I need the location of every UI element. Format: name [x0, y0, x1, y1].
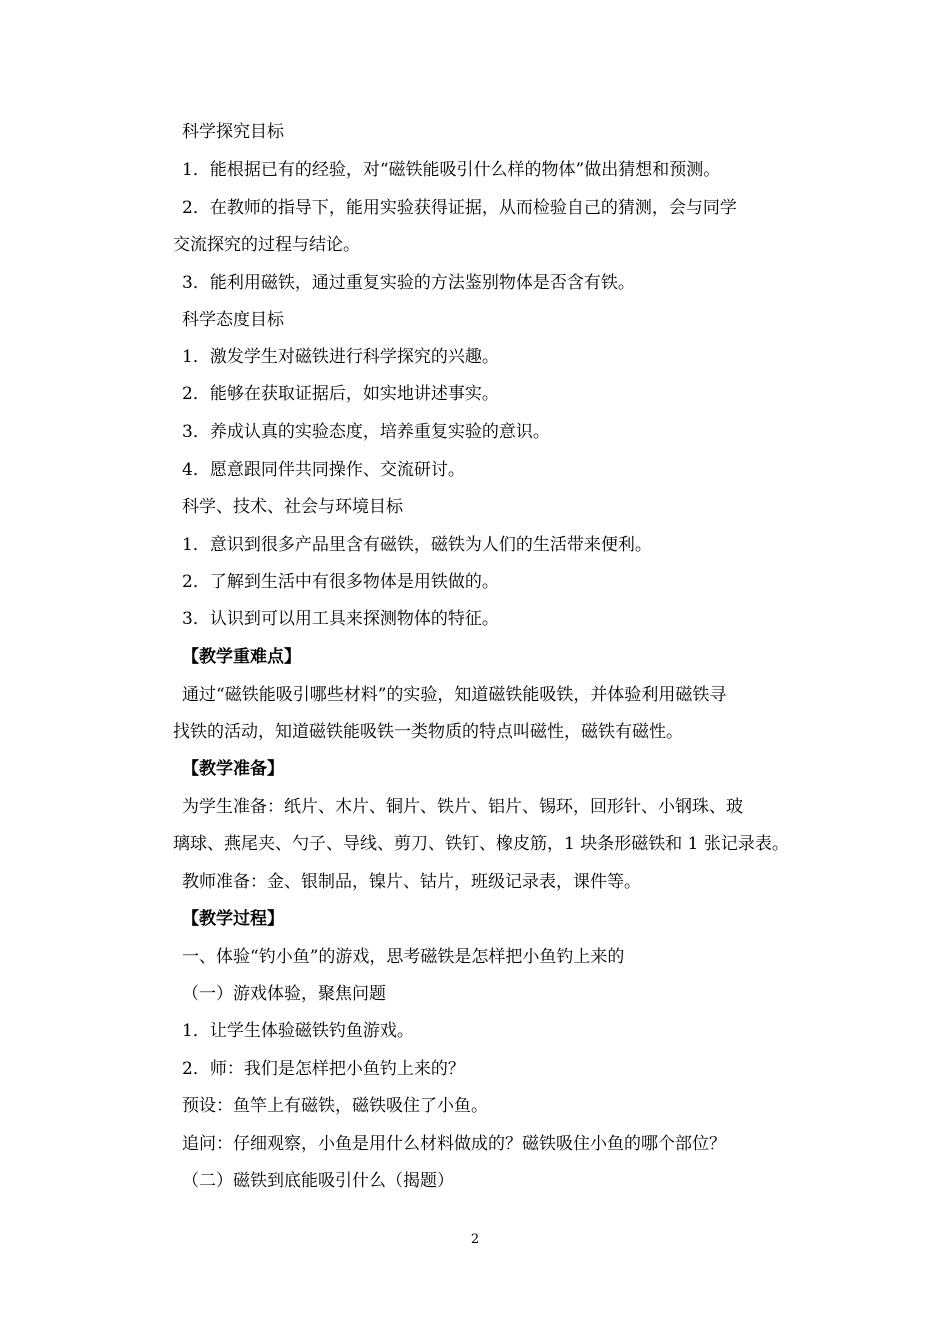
stse-goal-3: 3．认识到可以用工具来探测物体的特征。 — [182, 609, 499, 629]
teacher-materials: 教师准备：金、银制品，镍片、钴片，班级记录表，课件等。 — [182, 872, 641, 892]
attitude-goal-2: 2．能够在获取证据后，如实地讲述事实。 — [182, 384, 499, 404]
stse-goal-1: 1．意识到很多产品里含有磁铁，磁铁为人们的生活带来便利。 — [182, 535, 652, 555]
stse-goal-2: 2．了解到生活中有很多物体是用铁做的。 — [182, 572, 499, 592]
attitude-goal-4: 4．愿意跟同伴共同操作、交流研讨。 — [182, 460, 465, 480]
inquiry-goal-2-line-1: 2．在教师的指导下，能用实验获得证据，从而检验自己的猜测，会与同学 — [182, 198, 737, 218]
heading-science-inquiry-goals: 科学探究目标 — [182, 122, 284, 142]
attitude-goal-1: 1．激发学生对磁铁进行科学探究的兴趣。 — [182, 347, 499, 367]
section-teaching-preparation: 【教学准备】 — [182, 759, 284, 779]
page-number: 2 — [470, 1232, 480, 1247]
section-key-difficult-points: 【教学重难点】 — [182, 647, 301, 667]
process-step-2: 2．师：我们是怎样把小鱼钓上来的？ — [182, 1059, 465, 1079]
inquiry-goal-1: 1．能根据已有的经验，对“磁铁能吸引什么样的物体”做出猜想和预测。 — [182, 160, 721, 180]
process-part-1-title: 一、体验“钓小鱼”的游戏，思考磁铁是怎样把小鱼钓上来的 — [182, 947, 625, 967]
process-subsection-2: （二）磁铁到底能吸引什么（揭题） — [182, 1171, 454, 1191]
inquiry-goal-3: 3．能利用磁铁，通过重复实验的方法鉴别物体是否含有铁。 — [182, 273, 635, 293]
student-materials-line-2: 璃球、燕尾夹、勺子、导线、剪刀、铁钉、橡皮筋，1 块条形磁铁和 1 张记录表。 — [173, 834, 789, 854]
process-step-1: 1．让学生体验磁铁钓鱼游戏。 — [182, 1021, 414, 1041]
key-points-line-1: 通过“磁铁能吸引哪些材料”的实验，知道磁铁能吸铁，并体验利用磁铁寻 — [182, 685, 727, 705]
process-follow-up-question: 追问：仔细观察，小鱼是用什么材料做成的？磁铁吸住小鱼的哪个部位？ — [182, 1134, 726, 1154]
student-materials-line-1: 为学生准备：纸片、木片、铜片、铁片、铝片、锡环，回形针、小钢珠、玻 — [182, 797, 743, 817]
heading-science-attitude-goals: 科学态度目标 — [182, 310, 284, 330]
section-teaching-process: 【教学过程】 — [182, 909, 284, 929]
process-presumption: 预设：鱼竿上有磁铁，磁铁吸住了小鱼。 — [182, 1096, 488, 1116]
inquiry-goal-2-line-2: 交流探究的过程与结论。 — [173, 235, 360, 255]
attitude-goal-3: 3．养成认真的实验态度，培养重复实验的意识。 — [182, 422, 550, 442]
process-subsection-1: （一）游戏体验，聚焦问题 — [182, 984, 386, 1004]
heading-stse-goals: 科学、技术、社会与环境目标 — [182, 497, 403, 517]
key-points-line-2: 找铁的活动，知道磁铁能吸铁一类物质的特点叫磁性，磁铁有磁性。 — [173, 722, 683, 742]
